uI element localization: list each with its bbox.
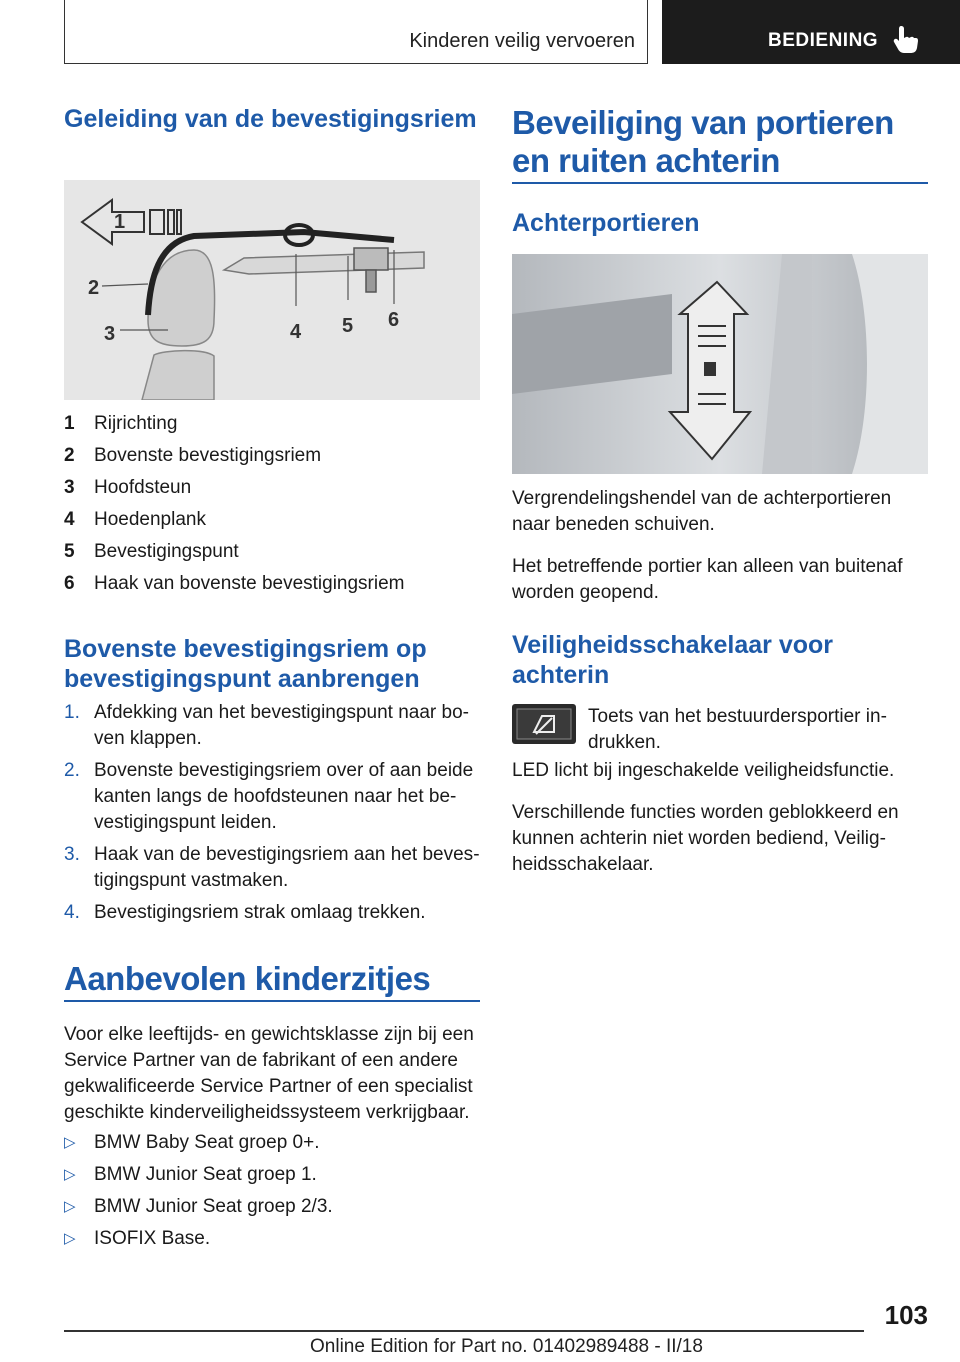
title-rule — [64, 1000, 480, 1002]
legend-item: 3 Hoofdsteun — [64, 477, 192, 498]
legend-item: 4 Hoedenplank — [64, 509, 206, 530]
list-item: 1. Afdekking van het bevestigingspunt naar boven klappen. — [64, 702, 469, 749]
edition-text: Online Edition for Part no. 01402989488 - II/18 — [310, 1336, 703, 1357]
heading-safety-switch: Veiligheidsschakelaar voor achterin — [512, 631, 833, 689]
list-item: 3. Haak van de bevestigingsriem aan het bevestigingspunt vastmaken. — [64, 844, 480, 891]
title-recommended-seats: Aanbevolen kinderzitjes — [64, 960, 431, 997]
heading-rear-doors: Achterportieren — [512, 209, 700, 237]
figure-door-lock — [512, 254, 928, 474]
list-item: ▷ BMW Baby Seat groep 0+. — [64, 1132, 320, 1153]
fig-label-5: 5 — [342, 315, 354, 337]
section-title: Kinderen veilig vervoeren — [409, 30, 635, 52]
window-lock-icon — [512, 704, 576, 744]
footer-rule — [64, 1330, 864, 1332]
list-item: 2. Bovenste bevestigingsriem over of aan beide kanten langs de hoofdsteunen naar het bevestigingspunt leiden. — [64, 760, 474, 833]
door-lock-illustration — [512, 254, 928, 474]
legend-item: 1 Rijrichting — [64, 413, 178, 434]
legend-item: 6 Haak van bovenste bevestigingsriem — [64, 573, 405, 594]
fig-label-6: 6 — [388, 309, 400, 331]
page-number: 103 — [884, 1300, 928, 1330]
belt-routing-illustration — [64, 180, 480, 400]
paragraph-led: LED licht bij ingeschakelde veiligheidsfunctie. — [512, 760, 895, 781]
paragraph-lever: Vergrendelingshendel van de achterportieren naar beneden schuiven. — [512, 488, 892, 535]
list-item: ▷ BMW Junior Seat groep 2/3. — [64, 1196, 333, 1217]
fig-label-4: 4 — [290, 321, 302, 343]
legend-item: 5 Bevestigingspunt — [64, 541, 239, 562]
list-item: 4. Bevestigingsriem strak omlaag trekken. — [64, 902, 426, 923]
title-door-security: Beveiliging van portieren en ruiten achterin — [512, 104, 894, 179]
intro-paragraph: Voor elke leeftijds- en gewichtsklasse zijn bij een Service Partner van de fabrikant of een andere gekwalificeerde Service Partner of een specialist geschikte kinderveiligheidssysteem verkrijgbaar. — [64, 1024, 474, 1123]
chapter-tab — [662, 0, 960, 64]
fig-label-2: 2 — [88, 277, 100, 299]
fig-label-1: 1 — [114, 211, 126, 233]
figure-legend — [64, 410, 484, 602]
steps-list — [64, 700, 484, 932]
legend-item: 2 Bovenste bevestigingsriem — [64, 445, 322, 466]
paragraph-blocked-functions: Verschillende functies worden geblokkeerd en kunnen achterin niet worden bediend, Veiligheidsschakelaar. — [512, 802, 899, 875]
list-item: ▷ ISOFIX Base. — [64, 1228, 211, 1249]
title-rule — [512, 182, 928, 184]
paragraph-press-button: Toets van het bestuurdersportier indrukken. — [588, 706, 887, 753]
paragraph-outside-open: Het betreffende portier kan alleen van buitenaf worden geopend. — [512, 556, 903, 603]
safety-switch-button-image — [512, 704, 576, 744]
heading-attach-belt: Bovenste bevestigingsriem op bevestigingspunt aanbrengen — [64, 635, 427, 693]
seat-list — [64, 1130, 484, 1258]
fig-label-3: 3 — [104, 323, 116, 345]
list-item: ▷ BMW Junior Seat groep 1. — [64, 1164, 317, 1185]
heading-belt-routing: Geleiding van de bevestigingsriem — [64, 105, 477, 133]
figure-belt-routing — [64, 180, 480, 400]
header-section-box — [64, 0, 648, 64]
hand-pointer-icon — [892, 24, 920, 54]
chapter-label: BEDIENING — [768, 30, 879, 51]
